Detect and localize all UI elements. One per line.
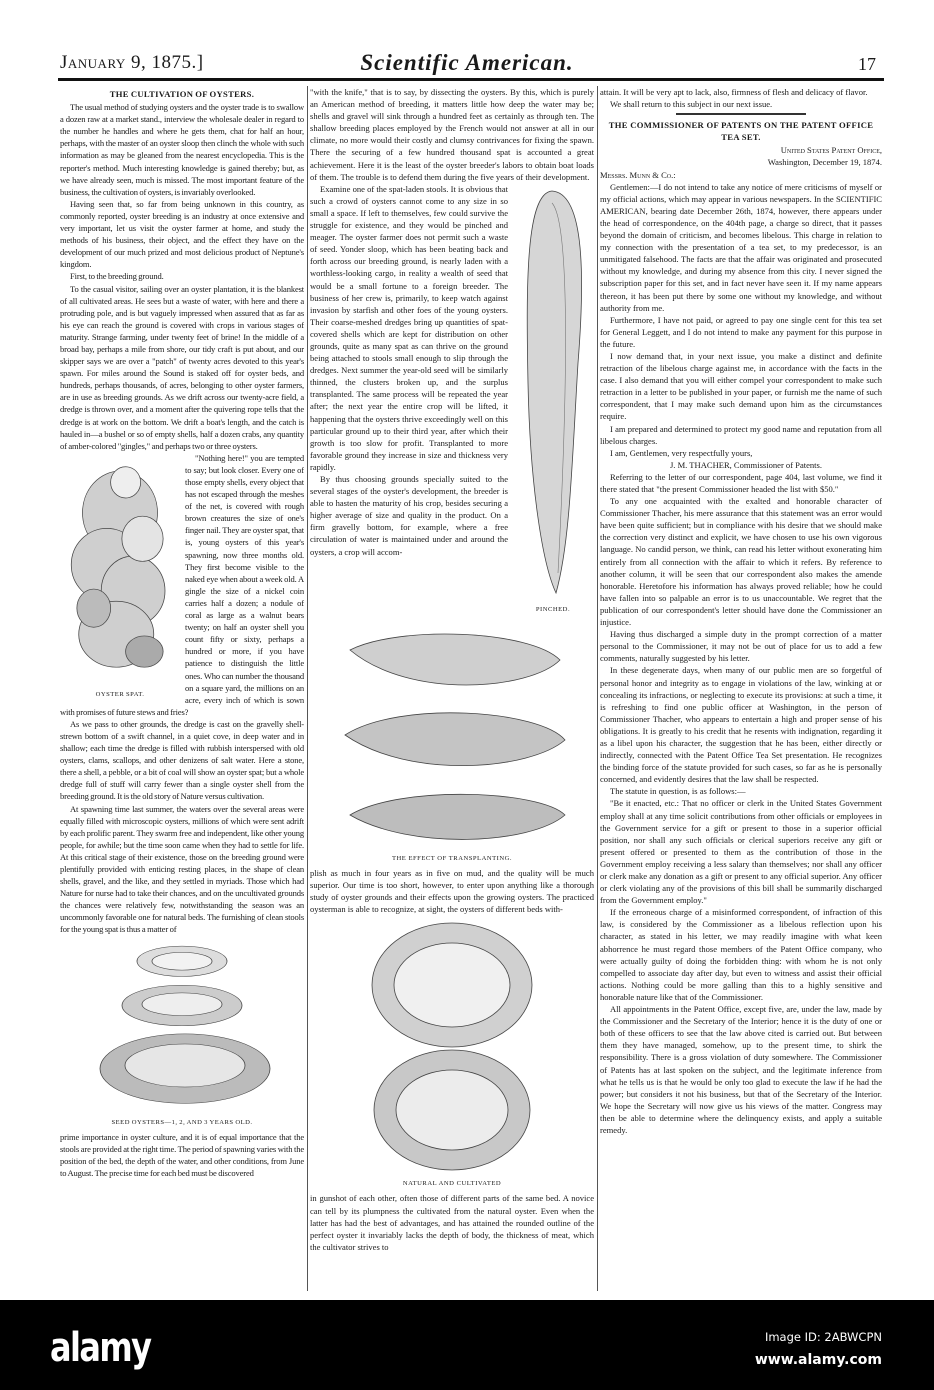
paragraph: in gunshot of each other, often those of different parts of the same bed. A novice can tell by its plumpness the cultivated from the natural oyster. Even when the latter has had the best of advantages, and has attained the rounded outline of the perfect oyster it invariably lacks the depth of body, the thickness of meat, which the cultivator strives to bbox=[310, 1193, 594, 1252]
letter-paragraph: Gentlemen:—I do not intend to take any notice of mere criticisms of myself or my official actions, which may appear in various newspapers. In the SCIENTIFIC AMERICAN, bearing date December 26th, 1874, however, there appears under the head of correspondence, on the 404th page, a charge so direct, that it passes beyond the domain of criticism, and becomes libelous. This charge in relation to my connection with the presentation of a tea set, to my predecessor, is an unmitigated falsehood. The facts are that the affair was originated and prosecuted without my knowledge, and during my absence from this city. I never signed the subscription paper for this set, and in fact never have seen it. If my name appears thereon, it has been put there by some one without my knowledge, and without authority from me. bbox=[600, 181, 882, 313]
pinched-oyster-figure bbox=[512, 183, 594, 618]
watermark-url: www.alamy.com bbox=[754, 1352, 882, 1368]
oyster-spat-illustration bbox=[60, 452, 180, 688]
paragraph: prime importance in oyster culture, and it is of equal importance that the stools are provided at the right time. The period of spawning varies with the position of the bed, the depth of the water, and other conditions, from June to August. The precise time for each bed must be discovered bbox=[60, 1131, 304, 1178]
column-1 bbox=[60, 86, 304, 1296]
paragraph: At spawning time last summer, the waters over the several areas were equally filled with microscopic oysters, millions of which were sent adrift by each prolific parent. They swarm free and independent, like other young people, for awhile; but the time soon came when they had to settle for life. At this critical stage of their existence, those on the breeding ground were plentifully provided with enticing resting places, in the shape of clean shells, gravel, and the like, and they settled in myriads. Those which had Nature for nurse had to take their chances, and on the uncultivated grounds the chances were relatively few, notwithstanding the season was an uncommonly favorable one for natural beds. The furnishing of clean stools for the young spat is thus a matter of bbox=[60, 803, 304, 935]
figure-caption: NATURAL AND CULTIVATED bbox=[402, 1180, 502, 1188]
paragraph: attain. It will be very apt to lack, also, firmness of flesh and delicacy of flavor. bbox=[600, 87, 868, 97]
seed-oysters-illustration bbox=[60, 936, 304, 1116]
header-rule bbox=[58, 78, 884, 81]
figure-caption: OYSTER SPAT. bbox=[95, 690, 145, 698]
oyster-spat-figure bbox=[60, 452, 180, 703]
paragraph: plish as much in four years as in five on mud, and the quality will be much superior. Our time is too short, however, to enter upon anything like a thorough study of oyster grounds and their effects upon the growing oysters. The practiced oysterman is able to recognize, at sight, the oysters of different beds with- bbox=[310, 867, 594, 915]
statute-quote: "Be it enacted, etc.: That no officer or clerk in the United States Government employ shall at any time solicit contributions from other officials or employees in the Government service for a gift or present to those in a superior official position, nor shall any such officials or clerical superiors receive any gift or present offered or presented to them as the contribution of those in the Government employ receiving a less salary than themselves; nor shall any officer or clerk make any donation as a gift or present to any official superior. Any officer or clerk violating any of the provisions of this bill shall be summarily discharged from the Government employ." bbox=[600, 798, 882, 906]
article-title: THE CULTIVATION OF OYSTERS. bbox=[109, 89, 255, 99]
letter-date: Washington, December 19, 1874. bbox=[767, 157, 882, 168]
figure-caption: SEED OYSTERS—1, 2, AND 3 YEARS OLD. bbox=[111, 1118, 253, 1126]
column-divider bbox=[307, 86, 308, 1291]
paragraph: By thus choosing grounds specially suited to the several stages of the oyster's development, the breeder is able to hasten the maturity of his crop, besides securing a higher average of size and quality in the product. On a firm gravelly bottom, for example, where a free circulation of water is maintained under and around the oysters, a crop will accom- bbox=[310, 474, 508, 557]
masthead-title: Scientific American. bbox=[360, 50, 574, 75]
paragraph: The usual method of studying oysters and the oyster trade is to swallow a dozen raw at a market stand., interview the wholesale dealer in regard to the number he handles and where he gets them, chat for half an hour, perhaps, with the master of an oyster sloop then clinch the whole with such information as may be gleaned from the nearest encyclopedia. This is the reporter's method. Much interesting knowledge is gained thereby; but, as we have already seen, much is missed. The most important feature of the business, the cultivation of oysters, is invariably overlooked. bbox=[60, 102, 304, 197]
paragraph: Examine one of the spat-laden stools. It is obvious that such a crowd of oysters cannot come to any size in so small a space. If left to themselves, few could survive the struggle for existence, and they would be pinched and meager. The oyster farmer does not permit such a waste of seed. Yonder sloop, which has been beating back and forth across our breeding ground, is nearly laden with a worthless-looking cargo, in reality a wealth of seed that would be a small fortune to a foreign breeder. The business of her crew is, primarily, to keep watch against invasion by starfish and other foes of the young oysters. Their coarse-meshed dredges bring up quantities of spat-covered shells which are kept for distribution on other grounds, quite as many spat as can thrive on the ground being attached to stools small enough to slip through the dredges. Next summer the year-old seed will be similarly thinned, the clusters broken up, and the surplus transplanted. The same process will be repeated the year after; the next year the entire crop will be lifted, it happening that the oysters thrive exceedingly well on this particular ground up to their third year, after which their growth is too slow for profit. Transplanted to more favorable ground they increase in size and thickness very rapidly. bbox=[310, 183, 508, 472]
paragraph: "Nothing here!" you are tempted to say; but look closer. Every one of those empty shells, every object that has not escaped through the meshes of the net, is covered with rough brown creatures the size of one's finger nail. They are oyster spat, that is, young oysters of this year's spawning, now three months old. They first become visible to the naked eye when about a week old. A gingle the size of a nickel coin carries half a dozen; a nodule of coral as large as a walnut bears twenty; on half an oyster shell you count fifty or sixty, perhaps a hundred or more, if you have patience to distinguish the little ones. Who can number the thousand on a square yard, the millions on an acre, every inch of which is sown with promises of future stews and fries? bbox=[60, 452, 304, 717]
pinched-oyster-illustration bbox=[512, 183, 594, 603]
paragraph: Referring to the letter of our correspondent, page 404, last volume, we find it there stated that "the present Commissioner headed the list with $50." bbox=[600, 471, 882, 494]
paragraph: First, to the breeding ground. bbox=[70, 271, 164, 282]
page-number: 17 bbox=[858, 54, 876, 74]
page-date: January 9, 1875.] bbox=[60, 52, 204, 73]
article-title: THE COMMISSIONER OF PATENTS ON THE PATENT OFFICE TEA SET. bbox=[608, 120, 874, 143]
paragraph: "with the knife," that is to say, by dissecting the oysters. By this, which is purely an American method of breeding, it matters little how deep the water may be; shells and gravel will sink through a hundred feet as certainly as through ten. The shallow breeding places employed by the French would not answer at all in our climate, no more would their costly and clumsy contrivances for fixing the spawn. There the securing of a few hundred thousand spat is accounted a great achievement. Here it is the least of the oyster breeder's labors to obtain boat loads of them. The trouble is to defend them during the five years of their development. bbox=[310, 87, 594, 182]
letter-paragraph: I now demand that, in your next issue, you make a distinct and definite retraction of the libelous charge against me, in accordance with the facts in the case. I also demand that you will either compel your correspondent to make such retraction in a letter to be published in your paper, or furnish me the name of such correspondent, that I may make such demand upon him as the circumstances require. bbox=[600, 350, 882, 422]
paragraph: The statute in question, is as follows:— bbox=[610, 786, 746, 797]
transplanting-illustration bbox=[310, 620, 594, 852]
paragraph: If the erroneous charge of a misinformed correspondent, of infraction of this law, is considered by the Commissioner as a libelous reflection upon his character, as stated in his letter, we may readily imagine with what keen abhorrence he must regard those members of the Patent Office company, who were actually guilty of doing the forbidden thing: with whom he is not only compelled to associate day after day, but even to witness and assist their official actions. Nothing could be more galling than this to a highly sensitive and honorable nature like that of the Commissioner. bbox=[600, 907, 882, 1002]
column-2 bbox=[310, 86, 594, 1296]
letter-paragraph: I am, Gentlemen, very respectfully yours, bbox=[610, 447, 753, 458]
paragraph: We shall return to this subject in our next issue. bbox=[610, 99, 773, 110]
paragraph: In these degenerate days, when many of our public men are so forgetful of personal honor and integrity as to engage in violations of the law, winking at or concealing its infractions, or neglecting to execute its provisions: at such a time, it is refreshing to find one public officer at Washington, in the person of Commissioner Thacher, who appears to entertain a high and proper sense of his obligations. It is greatly to his credit that he resents with indignation, regarding it as a libel upon his character, the suggestion that he has been, either directly or indirectly, connected with the Patent Office Tea Set presentation. He recognizes the binding force of the statute provided for such cases, so far as he is personally concerned, and evidently desires that the law shall be respected. bbox=[600, 665, 882, 785]
paragraph: Having seen that, so far from being unknown in this country, as commonly reported, oyster breeding is an industry at once extensive and very important, let us visit the oyster farmer at home, and study the methods of his business, their object, and the effect they have on the development of our much prized and most delicious product of Neptune's kingdom. bbox=[60, 198, 304, 270]
alamy-logo: alamy bbox=[50, 1325, 151, 1371]
image-id: Image ID: 2ABWCPN bbox=[764, 1330, 882, 1344]
column-divider bbox=[597, 86, 598, 1291]
letter-paragraph: I am prepared and determined to protect my good name and reputation from all libelous charges. bbox=[600, 423, 882, 446]
paragraph: Having thus discharged a simple duty in the prompt correction of a matter personal to the Commissioner, it may not be out of place for us to add a few comments, naturally suggested by his letter. bbox=[600, 629, 882, 664]
natural-and-cultivated-illustration bbox=[310, 915, 594, 1177]
letter-paragraph: Furthermore, I have not paid, or agreed to pay one single cent for this tea set for General Leggett, and I do not intend to make any payment for this purpose in the future. bbox=[600, 314, 882, 349]
letter-salutation: Messrs. Munn & Co.: bbox=[600, 169, 676, 180]
paragraph: All appointments in the Patent Office, except five, are, under the law, made by the Commissioner and the Secretary of the Interior; hence it is the duty of one or both of these officers to see that the law above cited is carried out. But between them they have managed, somehow, up to the present time, to shirk the responsibility. There is a gross violation of duty somewhere. The Commissioner of Patents has at last spoken on the subject, and the legitimate inference from what he tells us is that he would be only too glad to execute the law if he had the power; but considers it not his business, but that of the Secretary of the Interior. We hope the Secretary will now give us his views of the matter. Congress may then be able to determine where the delinquency exists, and apply a suitable remedy. bbox=[600, 1004, 882, 1135]
watermark-bar bbox=[0, 1300, 934, 1390]
letter-signature: J. M. THACHER, Commissioner of Patents. bbox=[669, 459, 823, 470]
column-3 bbox=[600, 86, 882, 1296]
paragraph: To the casual visitor, sailing over an oyster plantation, it is the blankest of all cultivated areas. He sees but a waste of water, with here and there a protruding pole, and is but vaguely impressed when assured that as far as his eye can reach the ground is covered with crops in various stages of maturity. Strange farming, under twenty feet of brine! In the middle of a broad bay, perhaps a mile from shore, our tidy craft is put about, and our skipper says we are over a "patch" of twenty acres devoted to this year's spawn. For miles around the Sound is staked off for oyster beds, and hundreds, perhaps thousands, of acres, belonging to other oyster farmers, are in use as breeding grounds. As we drift across our twenty-acre field, a dredge is thrown over, and a moment after the quivering rope tells that the dredge is at work on the bottom. We drift a boat's length, and the catch is hauled in—a bushel or so of empty shells, half a dozen crabs, any quantity of amber-colored "gingles," and perhaps two or three oysters. bbox=[60, 283, 304, 451]
paragraph: As we pass to other grounds, the dredge is cast on the gravelly shell-strewn bottom of a swift channel, in a quiet cove, in deep water and in shallow; each time the dredge is filled with rubbish interspersed with old oysters, clams, scallops, and other denizens of salt water. Here a stone, there a shell, a pebble, or a bit of coal will show an oyster spat; but a whole dredge full of stuff will carry fewer than a single oyster shell from the breeding ground. It is the old story of Nature versus cultivation. bbox=[60, 718, 304, 802]
letter-address: United States Patent Office, bbox=[780, 145, 882, 156]
figure-caption: THE EFFECT OF TRANSPLANTING. bbox=[392, 854, 512, 862]
paragraph: To any one acquainted with the exalted and honorable character of Commissioner Thacher, his mere assurance that this statement was an error would have been quite sufficient; but in compliance with his desire that we should make the correction very distinct and explicit, we have chosen to use his own vigorous language. No candid person, we think, can read his letter without exonerating him entirely from all connection with the affair to which it refers. By reference to another column, it will be seen that our correspondent also makes the amende honorable. Heretofore his information has always proved reliable; how he could have fallen into so palpable an error is to us unaccountable. We regret that the publication of our correspondent's letter should have done the Commissioner an injustice. bbox=[600, 496, 882, 628]
section-rule bbox=[676, 113, 806, 115]
figure-caption: PINCHED. bbox=[535, 605, 571, 613]
